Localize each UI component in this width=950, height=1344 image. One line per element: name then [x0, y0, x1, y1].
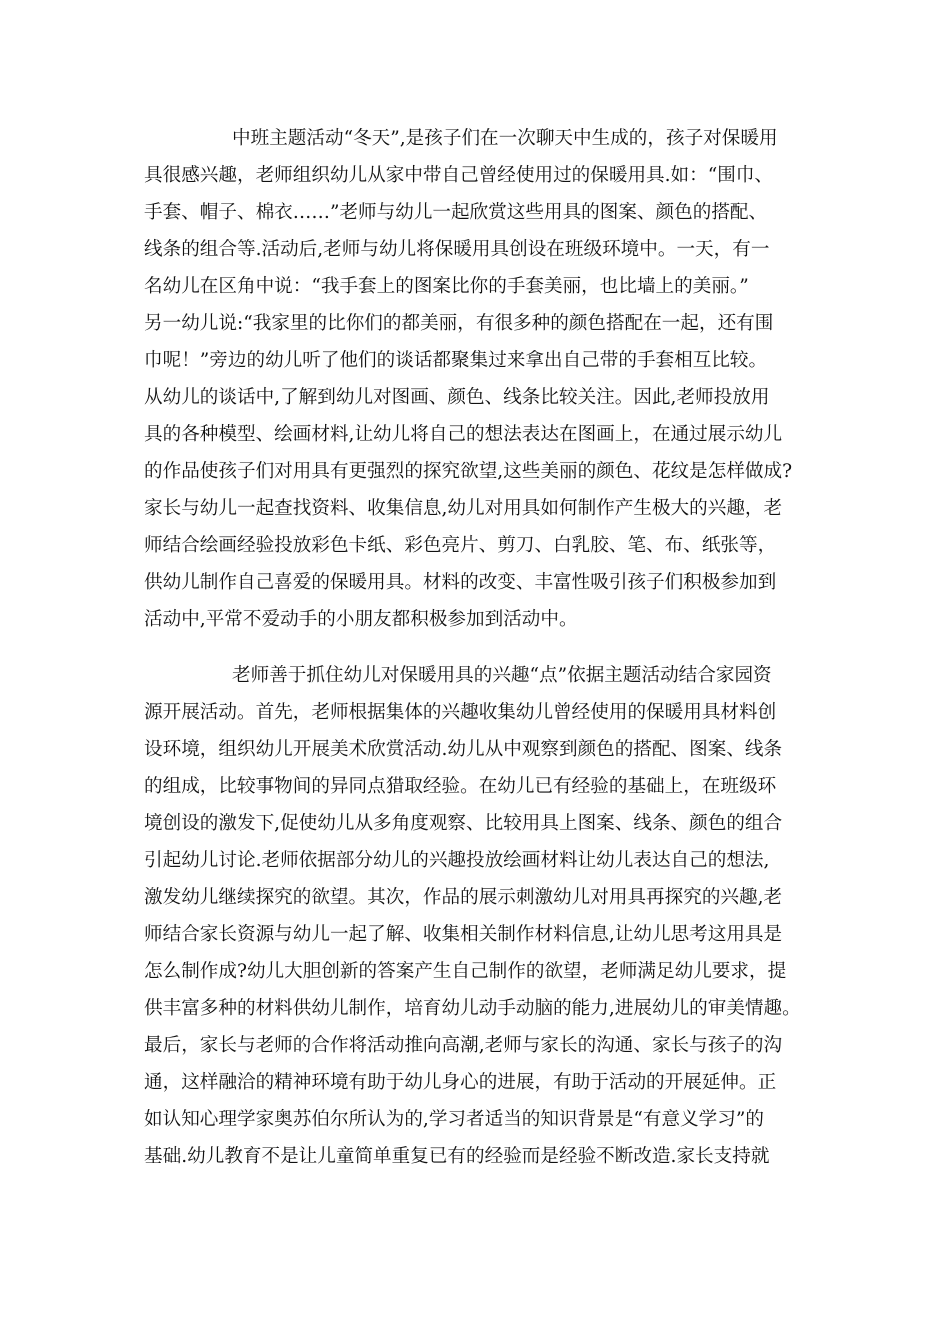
text-line: 的作品使孩子们对用具有更强烈的探究欲望,这些美丽的颜色、花纹是怎样做成? [144, 461, 793, 482]
text-line: 具很感兴趣，老师组织幼儿从家中带自己曾经使用过的保暖用具.如：“围巾、 [144, 165, 774, 186]
text-line: 激发幼儿继续探究的欲望。其次，作品的展示刺激幼儿对用具再探究的兴趣,老 [144, 887, 783, 908]
paragraph-1 [144, 120, 824, 638]
text-line: 从幼儿的谈话中,了解到幼儿对图画、颜色、线条比较关注。因此,老师投放用 [144, 387, 770, 408]
text-line: 通，这样融洽的精神环境有助于幼儿身心的进展，有助于活动的开展延伸。正 [144, 1072, 777, 1093]
text-line: 师结合绘画经验投放彩色卡纸、彩色亮片、剪刀、白乳胶、笔、布、纸张等， [144, 535, 777, 556]
text-line: 老师善于抓住幼儿对保暖用具的兴趣“点”依据主题活动结合家园资 [232, 665, 772, 686]
text-line: 供丰富多种的材料供幼儿制作，培育幼儿动手动脑的能力,进展幼儿的审美情趣。 [144, 998, 801, 1019]
paragraph-2 [144, 657, 824, 1175]
text-line: 如认知心理学家奥苏伯尔所认为的,学习者适当的知识背景是“有意义学习”的 [144, 1109, 764, 1130]
text-line: 师结合家长资源与幼儿一起了解、收集相关制作材料信息,让幼儿思考这用具是 [144, 924, 783, 945]
text-line: 源开展活动。首先，老师根据集体的兴趣收集幼儿曾经使用的保暖用具材料创 [144, 702, 777, 723]
text-line: 家长与幼儿一起查找资料、收集信息,幼儿对用具如何制作产生极大的兴趣，老 [144, 498, 783, 519]
text-line: 线条的组合等.活动后,老师与幼儿将保暖用具创设在班级环境中。一天，有一 [144, 239, 770, 260]
text-line: 设环境，组织幼儿开展美术欣赏活动.幼儿从中观察到颜色的搭配、图案、线条 [144, 739, 783, 760]
text-line: 名幼儿在区角中说：“我手套上的图案比你的手套美丽，也比墙上的美丽。” [144, 276, 749, 297]
text-line: 手套、帽子、棉衣……”老师与幼儿一起欣赏这些用具的图案、颜色的搭配、 [144, 202, 768, 223]
text-line: 中班主题活动“冬天”,是孩子们在一次聊天中生成的，孩子对保暖用 [232, 128, 778, 149]
text-line: 另一幼儿说:“我家里的比你们的都美丽，有很多种的颜色搭配在一起，还有围 [144, 313, 774, 334]
text-line: 具的各种模型、绘画材料,让幼儿将自己的想法表达在图画上，在通过展示幼儿 [144, 424, 783, 445]
text-line: 活动中,平常不爱动手的小朋友都积极参加到活动中。 [144, 609, 578, 630]
text-line: 的组成，比较事物间的异同点猎取经验。在幼儿已有经验的基础上，在班级环 [144, 776, 777, 797]
text-line: 供幼儿制作自己喜爱的保暖用具。材料的改变、丰富性吸引孩子们积极参加到 [144, 572, 777, 593]
text-line: 巾呢！”旁边的幼儿听了他们的谈话都聚集过来拿出自己带的手套相互比较。 [144, 350, 768, 371]
text-line: 最后，家长与老师的合作将活动推向高潮,老师与家长的沟通、家长与孩子的沟 [144, 1035, 783, 1056]
text-line: 引起幼儿讨论.老师依据部分幼儿的兴趣投放绘画材料让幼儿表达自己的想法, [144, 850, 770, 871]
text-line: 境创设的激发下,促使幼儿从多角度观察、比较用具上图案、线条、颜色的组合 [144, 813, 783, 834]
text-line: 怎么制作成?幼儿大胆创新的答案产生自己制作的欲望，老师满足幼儿要求，提 [144, 961, 787, 982]
text-line: 基础.幼儿教育不是让儿童简单重复已有的经验而是经验不断改造.家长支持就 [144, 1146, 770, 1167]
